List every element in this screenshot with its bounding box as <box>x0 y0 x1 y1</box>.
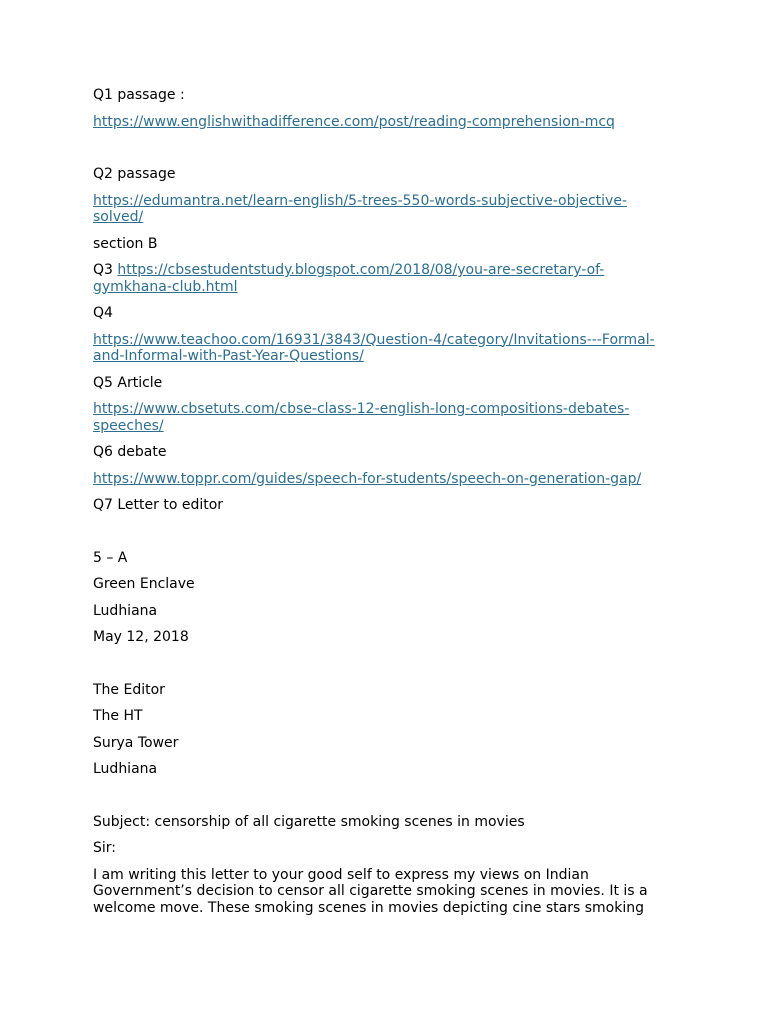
sender-address-line: Ludhiana <box>93 602 158 619</box>
letter-subject: Subject: censorship of all cigarette smoking scenes in movies <box>93 813 525 830</box>
recipient-address-line: Ludhiana <box>93 761 158 777</box>
q6-link-line <box>93 471 673 488</box>
q1-link-line <box>93 114 673 131</box>
q3-line <box>93 262 673 295</box>
q6-label: Q6 debate <box>93 444 167 460</box>
sender-address-line: Green Enclave <box>93 576 195 592</box>
letter-body-paragraph: I am writing this letter to your good self to express my views on Indian Government’s decision to censor all cigarette smoking scenes in movies. It is a welcome move. These smoking scenes in movies depicting cine stars smoking <box>93 866 648 916</box>
recipient-address-line: Surya Tower <box>93 734 179 751</box>
q5-link-line <box>93 401 673 434</box>
q5-label: Q5 Article <box>93 374 163 391</box>
q3-label: Q3 <box>93 262 118 278</box>
blank-line <box>93 788 673 814</box>
q1-label: Q1 passage : <box>93 87 185 103</box>
q4-link-line <box>93 332 673 365</box>
sender-address-line: 5 – A <box>93 549 128 566</box>
q2-link[interactable]: https://edumantra.net/learn-english/5-trees-550-words-subjective-objective-solved/ <box>93 192 627 225</box>
q2-link-line <box>93 193 673 226</box>
document-page <box>93 87 673 926</box>
q1-link[interactable]: https://www.englishwithadifference.com/post/reading-comprehension-mcq <box>93 113 615 130</box>
q4-label: Q4 <box>93 305 113 321</box>
q4-link[interactable]: https://www.teachoo.com/16931/3843/Question-4/category/Invitations---Formal-and-Informal-with-Past-Year-Questions/ <box>93 331 655 364</box>
q5-link[interactable]: https://www.cbsetuts.com/cbse-class-12-english-long-compositions-debates-speeches/ <box>93 401 630 434</box>
q3-link[interactable]: https://cbsestudentstudy.blogspot.com/2018/08/you-are-secretary-of-gymkhana-club.html <box>93 262 605 295</box>
blank-line <box>93 140 673 166</box>
q2-label: Q2 passage <box>93 166 176 182</box>
letter-salutation: Sir: <box>93 840 117 856</box>
recipient-address-line: The Editor <box>93 681 165 698</box>
q6-link[interactable]: https://www.toppr.com/guides/speech-for-students/speech-on-generation-gap/ <box>93 470 642 487</box>
section-b-heading: section B <box>93 235 158 252</box>
recipient-address-line: The HT <box>93 708 143 724</box>
q7-label: Q7 Letter to editor <box>93 497 224 513</box>
letter-date: May 12, 2018 <box>93 629 189 645</box>
blank-line <box>93 656 673 682</box>
blank-line <box>93 524 673 550</box>
